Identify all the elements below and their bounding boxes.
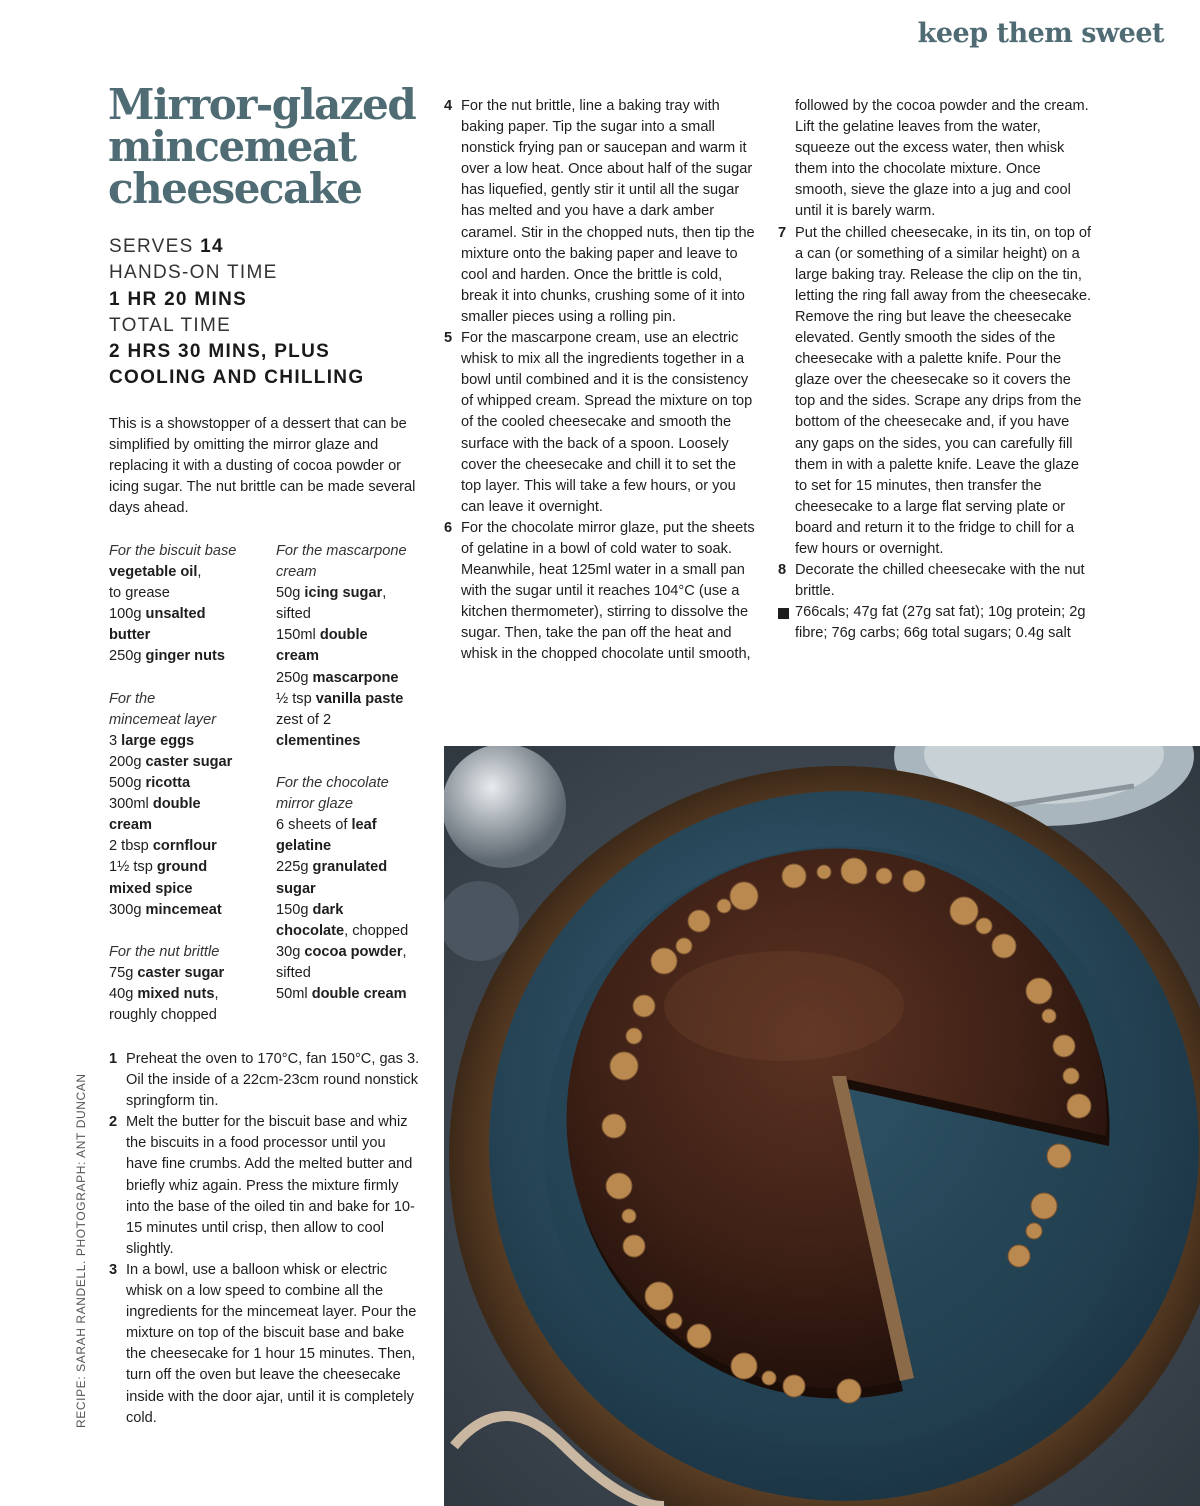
ingredient-line: 500g ricotta	[109, 775, 191, 792]
total-value-line1: 2 HRS 30 MINS, PLUS	[109, 341, 331, 363]
ingredient-line: mixed spice	[109, 880, 193, 897]
ingredient-line: 3 large eggs	[109, 732, 195, 749]
step-text: For the nut brittle, line a baking tray with baking paper. Tip the sugar into a small nonstick frying pan or saucepan and warm it over a low heat. Once about half of the sugar has liquefied, gently stir it until all the sugar has melted and you have a dark amber caramel. Stir in the chopped nuts, then tip the mixture onto the baking paper and leave to cool and harden. Once the brittle is cold, break it into chunks, crushing some of it into smaller pieces using a rolling pin.	[461, 98, 755, 325]
ingredients-chocolate-glaze	[276, 773, 436, 1005]
ingredient-line: clementines	[276, 732, 361, 749]
recipe-intro: This is a showstopper of a dessert that can be simplified by omitting the mirror glaze and replacing it with a dusting of cocoa powder or icing sugar. The nut brittle can be made several days ahead.	[109, 416, 416, 517]
handson-label: HANDS-ON TIME	[109, 262, 278, 284]
silver-bauble	[444, 746, 566, 868]
step-number: 7	[778, 224, 787, 241]
step-number: 1	[109, 1051, 118, 1067]
ingredient-line: gelatine	[276, 838, 332, 855]
step-number: 5	[444, 330, 453, 347]
square-bullet-icon	[778, 608, 789, 619]
ingredient-heading: mirror glaze	[276, 796, 354, 813]
step-text: Decorate the chilled cheesecake with the nut brittle.	[795, 562, 1085, 600]
method-steps-column-3	[778, 96, 1094, 644]
ingredient-heading: For the mascarpone	[276, 543, 407, 559]
ingredient-line: cream	[276, 648, 320, 665]
ingredient-line: 150g dark	[276, 901, 344, 918]
ingredient-line: 150ml double	[276, 627, 368, 644]
method-step	[109, 1112, 421, 1260]
total-value-line2: COOLING AND CHILLING	[109, 367, 365, 389]
ingredient-line: 250g ginger nuts	[109, 648, 225, 665]
ingredient-line: sifted	[276, 606, 311, 623]
ingredient-line: to grease	[109, 585, 170, 602]
method-steps-column-1	[109, 1049, 421, 1429]
ingredient-line: chocolate, chopped	[276, 922, 409, 939]
ingredients-mincemeat-layer	[109, 689, 269, 921]
ingredient-line: 6 sheets of leaf	[276, 817, 377, 834]
recipe-meta	[109, 234, 429, 392]
ingredients-mascarpone-cream	[276, 541, 436, 752]
ingredient-line: 2 tbsp cornflour	[109, 838, 217, 855]
step-text: Put the chilled cheesecake, in its tin, on top of a can (or something of a similar height) on a large baking tray. Release the clip on the tin, letting the ring fall away from the cheesecake. Remove the ring but leave the cheesecake elevated. Gently smooth the sides of the cheesecake with a palette knife. Pour the glaze over the cheesecake so it covers the top and the sides. Scrape any drips from the bottom of the cheesecake and, if you have any gaps on the sides, you can carefully fill them in with a palette knife. Leave the glaze to set for 15 minutes, then transfer the cheesecake to a large flat serving plate or board and return it to the fridge to chill for a few hours or overnight.	[795, 224, 1092, 557]
ingredient-heading: For the	[109, 690, 156, 707]
method-step	[109, 1260, 421, 1429]
method-step	[778, 560, 1094, 602]
serves-label: SERVES	[109, 236, 194, 257]
step-text: Preheat the oven to 170°C, fan 150°C, gas 3. Oil the inside of a 22cm-23cm round nonstick springform tin.	[126, 1051, 420, 1110]
ingredient-line: sugar	[276, 880, 316, 897]
ingredients-column-right	[276, 541, 436, 1026]
method-step	[444, 328, 759, 518]
step-number: 4	[444, 98, 453, 114]
step-text: In a bowl, use a balloon whisk or electric whisk on a low speed to combine all the ingredients for the mincemeat layer. Pour the mixture on top of the biscuit base and bake the cheesecake for 1 hour 15 minutes. Then, turn off the oven but leave the cheesecake inside with the door ajar, until it is completely cold.	[126, 1261, 417, 1426]
ingredient-line: 1½ tsp ground	[109, 859, 208, 876]
cheesecake-photo	[444, 746, 1200, 1506]
glaze-shine	[664, 951, 904, 1061]
step-text: For the chocolate mirror glaze, put the sheets of gelatine in a bowl of cold water to soak. Meanwhile, heat 125ml water in a small pan with the sugar until it reaches 104°C (use a kitchen thermometer), stirring to dissolve the sugar. Then, take the pan off the heat and whisk in the chopped chocolate until smooth,	[461, 519, 755, 663]
step-text: Melt the butter for the biscuit base and whiz the biscuits in a food processor until you have fine crumbs. Add the melted butter and briefly whiz again. Press the mixture firmly into the base of the oiled tin and bake for 10-15 minutes until crisp, then allow to cool slightly.	[126, 1114, 415, 1257]
ingredient-line: 250g mascarpone	[276, 669, 399, 686]
nutrition-info	[778, 602, 1094, 644]
step-number: 2	[109, 1114, 118, 1131]
ingredient-line: zest of 2	[276, 711, 332, 728]
ingredient-line: 225g granulated	[276, 859, 388, 876]
ingredient-line: 300ml double	[109, 796, 201, 813]
serves-value: 14	[200, 236, 224, 257]
step-number: 8	[778, 562, 787, 579]
nutrition-text: 766cals; 47g fat (27g sat fat); 10g protein; 2g fibre; 76g carbs; 66g total sugars; 0.4g salt	[795, 604, 1086, 642]
ingredients-column-left	[109, 541, 269, 1047]
ingredient-heading: mincemeat layer	[109, 711, 217, 728]
ingredients-biscuit-base	[109, 541, 269, 668]
total-label: TOTAL TIME	[109, 314, 232, 336]
ingredient-line: 75g caster sugar	[109, 964, 225, 981]
ingredient-line: 30g cocoa powder,	[276, 943, 407, 960]
method-step	[778, 223, 1094, 561]
ingredient-line: vegetable oil,	[109, 564, 202, 581]
method-step	[444, 96, 759, 328]
photo-credit: RECIPE: SARAH RANDELL. PHOTOGRAPH: ANT DUNCAN	[74, 1073, 88, 1428]
handson-value: 1 HR 20 MINS	[109, 288, 248, 310]
method-step	[109, 1049, 421, 1112]
section-tag: keep them sweet	[917, 18, 1164, 49]
step-6-continued: followed by the cocoa powder and the cream. Lift the gelatine leaves from the water, squeeze out the excess water, then whisk them into the chocolate mixture. Once smooth, sieve the glaze into a jug and cool until it is barely warm.	[795, 98, 1089, 220]
ingredients-nut-brittle	[109, 942, 269, 1026]
ingredient-line: 50g icing sugar,	[276, 585, 387, 602]
ingredient-line: roughly chopped	[109, 1007, 217, 1024]
ingredient-line: 100g unsalted	[109, 606, 206, 623]
ingredient-line: 200g caster sugar	[109, 753, 233, 770]
ingredient-line: 300g mincemeat	[109, 901, 222, 918]
ingredient-line: sifted	[276, 964, 311, 981]
recipe-title: Mirror-glazed mincemeat cheesecake	[108, 80, 416, 213]
step-number: 3	[109, 1261, 118, 1278]
ingredient-line: ½ tsp vanilla paste	[276, 690, 404, 707]
ingredient-line: 40g mixed nuts,	[109, 985, 219, 1002]
ingredient-heading: For the nut brittle	[109, 943, 220, 960]
ingredient-line: cream	[109, 817, 153, 834]
method-steps-column-2	[444, 96, 759, 666]
method-steps-list	[778, 223, 1094, 645]
ingredient-heading: cream	[276, 564, 317, 581]
ingredient-line: butter	[109, 627, 151, 644]
ingredient-line: 50ml double cream	[276, 985, 407, 1002]
ingredient-heading: For the chocolate	[276, 775, 389, 792]
ingredient-heading: For the biscuit base	[109, 543, 237, 559]
step-text: For the mascarpone cream, use an electric whisk to mix all the ingredients together in a bowl until combined and it is the consistency of whipped cream. Spread the mixture on top of the cooled cheesecake and smooth the surface with the back of a spoon. Loosely cover the cheesecake and chill it to set the top layer. This will take a few hours, or you can leave it overnight.	[461, 330, 753, 515]
method-step	[444, 518, 759, 666]
cheesecake-illustration	[444, 746, 1200, 1506]
step-number: 6	[444, 519, 453, 536]
